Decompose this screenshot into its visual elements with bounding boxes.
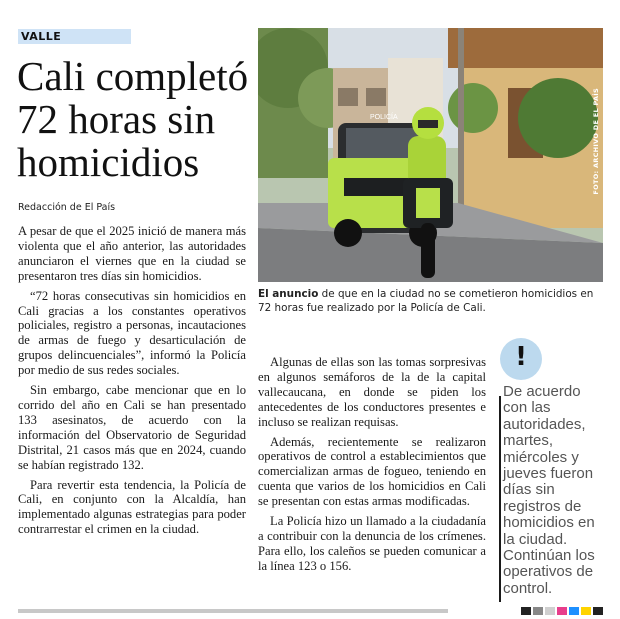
- paragraph: La Policía hizo un llamado a la ciudadanía a contribuir con la denuncia de los crímenes. Para ello, los caleños se pueden comunicar a la línea 123 o 156.: [258, 514, 486, 573]
- sidebar-rule: [499, 396, 501, 602]
- paragraph: A pesar de que el 2025 inició de manera más violenta que el año anterior, las autoridades anunciaron el viernes que en la ciudad se presentaron tres días sin homicidios.: [18, 224, 246, 283]
- photo-caption: [258, 287, 603, 315]
- police-motorcycle-image: [258, 28, 603, 282]
- news-photo: [258, 28, 603, 282]
- headline: Cali completó 72 horas sin homicidios: [17, 53, 249, 185]
- paragraph: Para revertir esta tendencia, la Policía de Cali, en conjunto con la Alcaldía, han implementado algunas estrategias para poder contrarrestar el crimen en la ciudad.: [18, 477, 246, 537]
- paragraph: Además, recientemente se realizaron operativos de control a establecimientos que comercializan armas de fogueo, teniendo en cuenta que varios de los homicidios en Cali se presentan con estas armas modificadas.: [258, 434, 486, 509]
- print-color-swatches: [521, 607, 603, 615]
- caption-text: de que en la ciudad no se cometieron homicidios en 72 horas fue realizado por la Policía de Cali.: [258, 288, 594, 314]
- paragraph: Algunas de ellas son las tomas sorpresivas en algunos semáforos de la de la capital vallecaucana, en donde se piden los antecedentes de los conductores presentes e incluso se realizan requisas.: [258, 355, 486, 429]
- paragraph: Sin embargo, cabe mencionar que en lo corrido del año en Cali se han presentado 133 asesinatos, de acuerdo con la información del Observatorio de Seguridad Distrital, 21 casos más que en 2024, cuando se habían registrado 132.: [18, 383, 246, 472]
- exclamation-symbol: !: [515, 342, 527, 372]
- article-column-2: [258, 355, 486, 579]
- footer-rule: [18, 608, 603, 614]
- article-column-1: [18, 224, 246, 542]
- exclamation-icon: [500, 338, 542, 380]
- sidebar-text: De acuerdo con las autoridades, martes, miércoles y jueves fueron días sin registros de homicidios en la ciudad. Continúan los operativos de control.: [503, 383, 595, 597]
- photo-credit: FOTO: ARCHIVO DE EL PAÍS: [592, 88, 600, 195]
- caption-lead: El anuncio: [258, 288, 319, 300]
- byline: Redacción de El País: [18, 202, 116, 213]
- paragraph: “72 horas consecutivas sin homicidios en Cali gracias a los constantes operativos policiales, registro a personas, incautaciones de armas de fuego y desarticulación de grupos delincuenciales”, informó la Policía por medio de sus redes sociales.: [18, 288, 246, 378]
- svg-text:POLICÍA: POLICÍA: [370, 114, 398, 121]
- section-tag: VALLE: [18, 29, 131, 44]
- sidebar-box: [495, 338, 605, 600]
